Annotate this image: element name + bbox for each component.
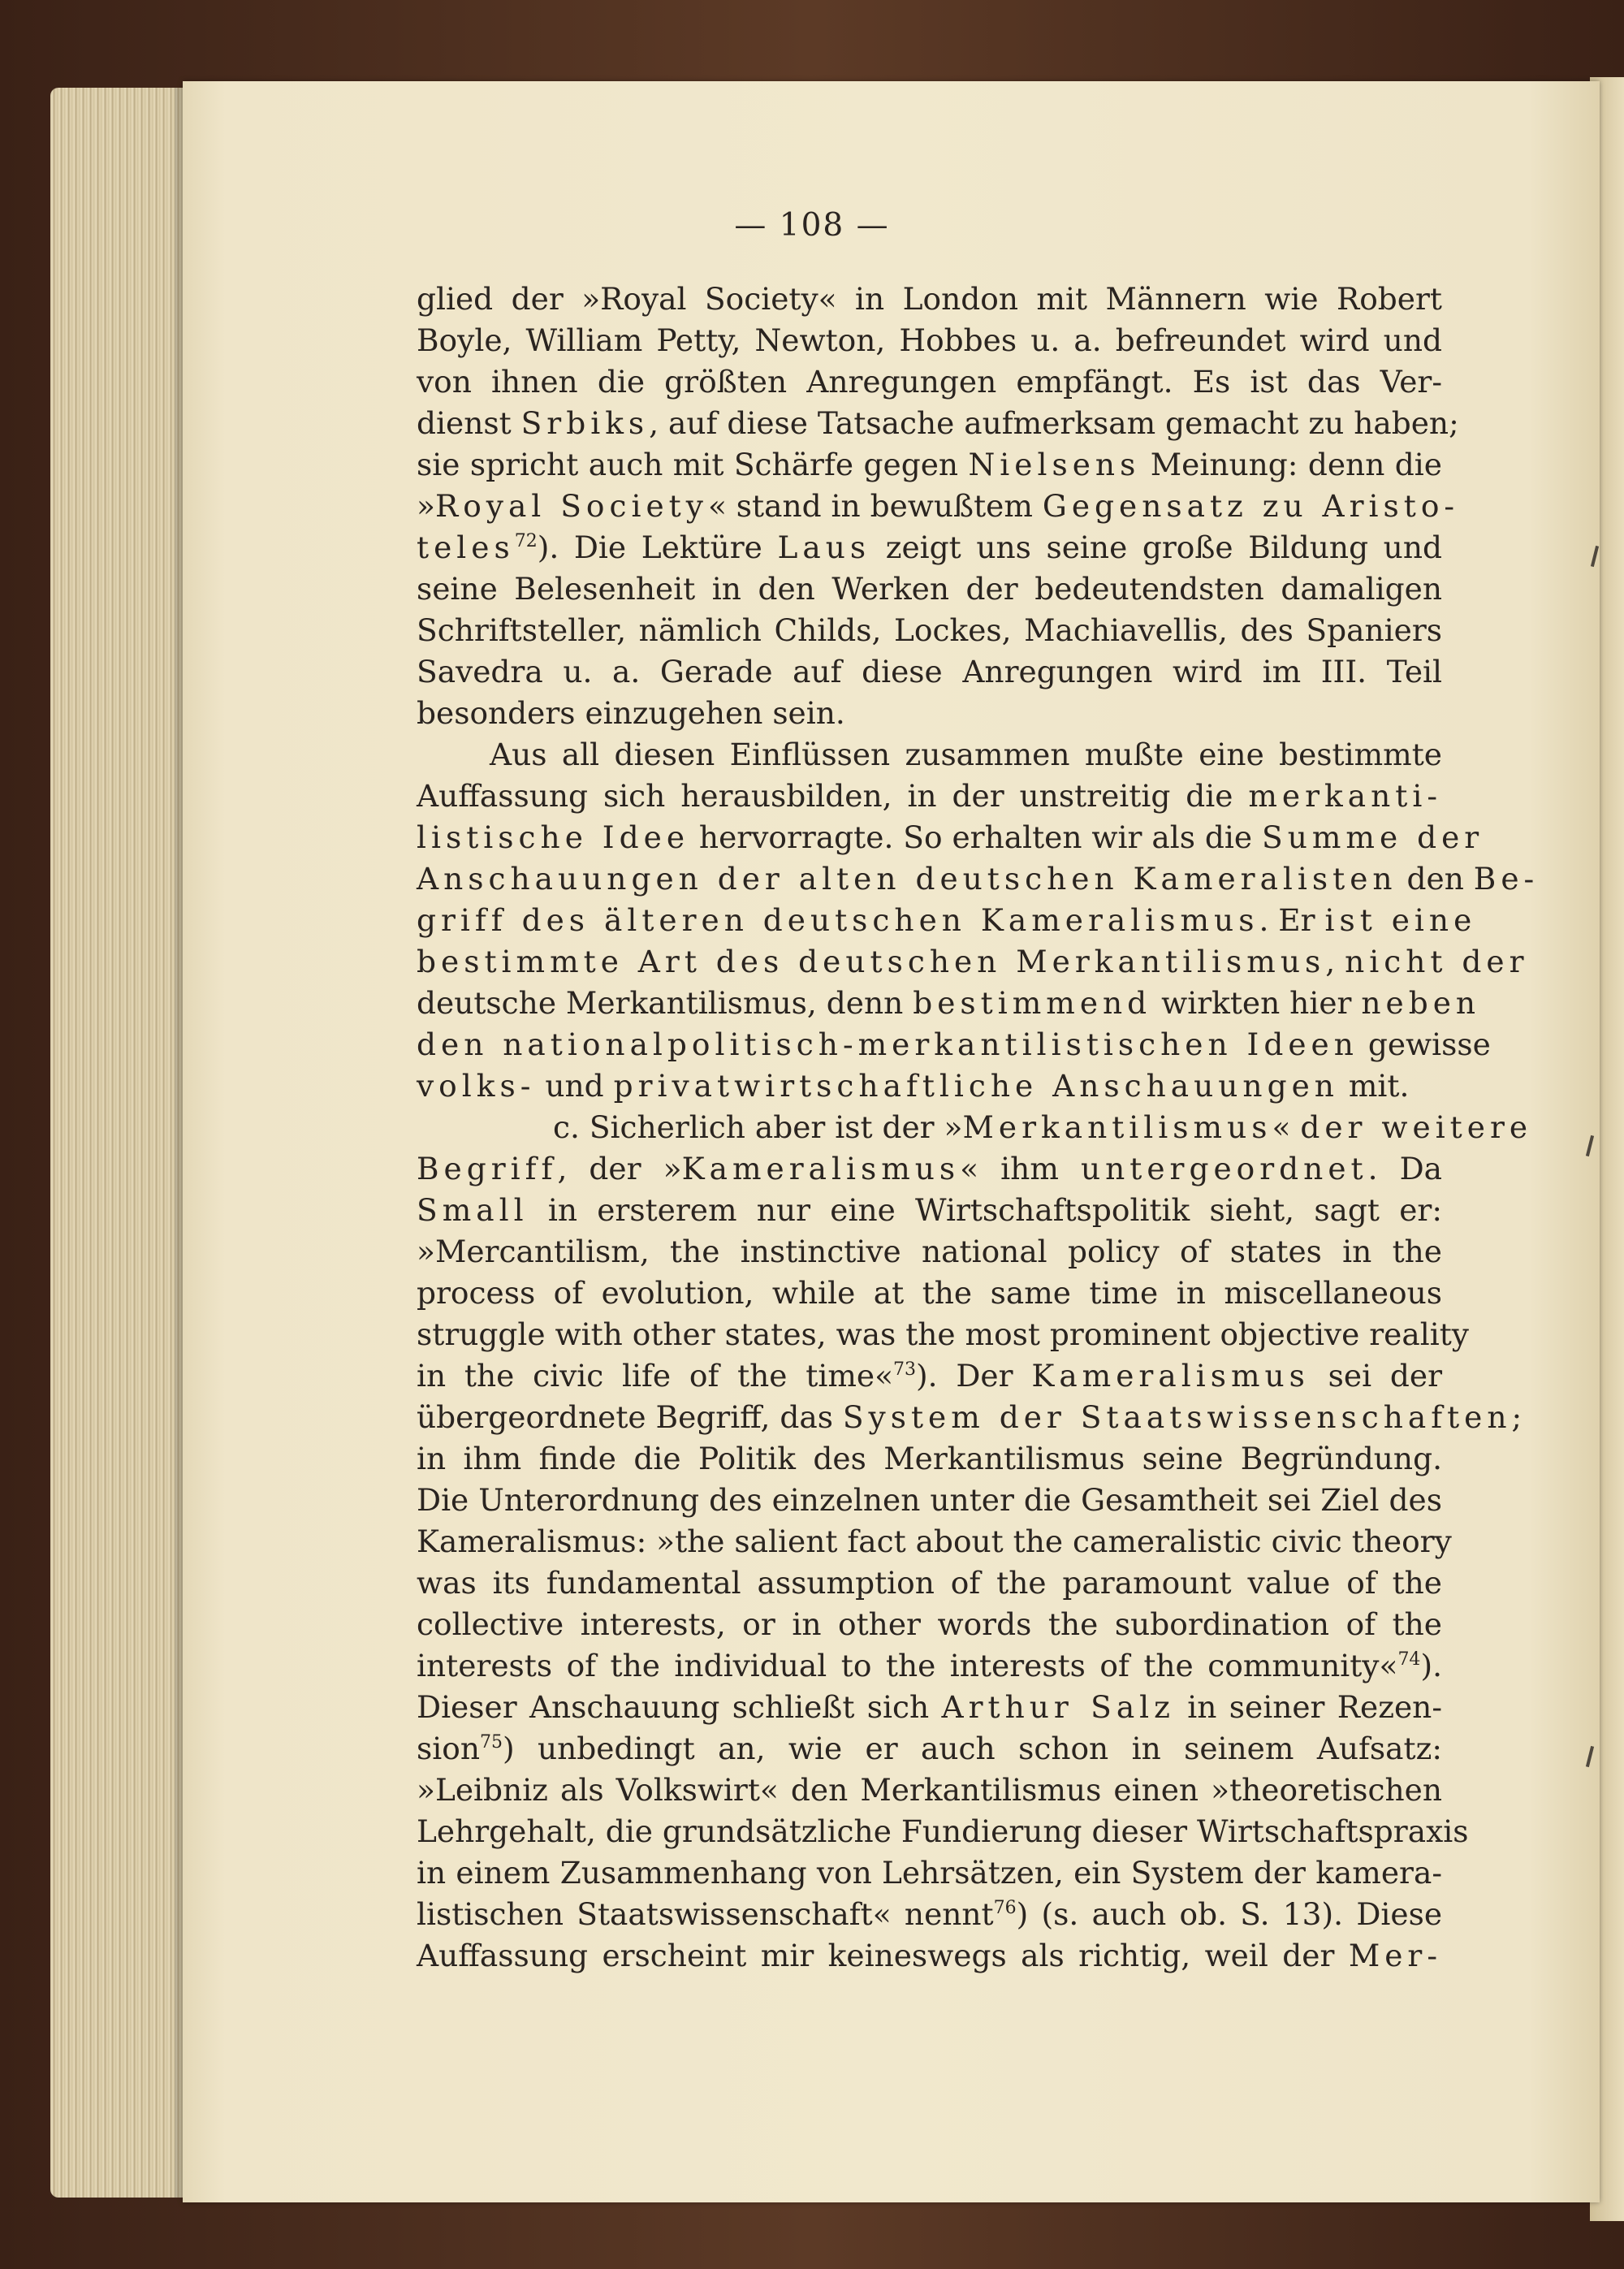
text-line: Auffassung sich herausbilden, in der unstreitig die merkanti- <box>417 778 1442 814</box>
text-line: listischen Staatswissenschaft« nennt$^{76}$) (s. auch ob. S. 13). Diese <box>417 1896 1443 1932</box>
text-line: sie spricht auch mit Schärfe gegen Nielsens Meinung: denn die <box>417 447 1442 482</box>
footnote-ref: 73 <box>893 1359 917 1380</box>
text-line: griff des älteren deutschen Kameralismus. Er ist eine <box>417 902 1477 938</box>
text-line: volks- und privatwirtschaftliche Anschauungen mit. <box>417 1068 1410 1104</box>
text-line: listische Idee hervorragte. So erhalten wir als die Summe der <box>417 819 1484 855</box>
text-line: »Leibniz als Volkswirt« den Merkantilismus einen »theoretischen <box>417 1772 1442 1808</box>
text-line: »Mercantilism, the instinctive national policy of states in the <box>417 1234 1442 1269</box>
text-line: Savedra u. a. Gerade auf diese Anregungen wird im III. Teil <box>417 654 1442 689</box>
text-line: von ihnen die größten Anregungen empfängt. Es ist das Ver- <box>417 364 1442 400</box>
text-line: dienst Srbiks, auf diese Tatsache aufmerksam gemacht zu haben; <box>417 405 1459 441</box>
text-line: glied der »Royal Society« in London mit Männern wie Robert <box>417 281 1442 317</box>
text-line: in einem Zusammenhang von Lehrsätzen, ein System der kamera- <box>417 1855 1442 1891</box>
text-line: process of evolution, while at the same time in miscellaneous <box>417 1275 1442 1311</box>
text-line: Small in ersterem nur eine Wirtschaftspolitik sieht, sagt er: <box>417 1192 1442 1228</box>
text-line: übergeordnete Begriff, das System der Staatswissenschaften; <box>417 1399 1522 1435</box>
text-line: Schriftsteller, nämlich Childs, Lockes, Machiavellis, des Spaniers <box>417 612 1442 648</box>
footnote-ref: 74 <box>1397 1649 1421 1670</box>
text-line: Aus all diesen Einflüssen zusammen mußte eine bestimmte <box>490 737 1442 772</box>
footnote-ref: 76 <box>993 1898 1017 1918</box>
text-line: sion$^{75}$) unbedingt an, wie er auch schon in seinem Aufsatz: <box>417 1731 1442 1766</box>
text-line: Die Unterordnung des einzelnen unter die Gesamtheit sei Ziel des <box>417 1482 1442 1518</box>
text-line: bestimmte Art des deutschen Merkantilismus, nicht der <box>417 944 1529 979</box>
text-line: »Royal Society« stand in bewußtem Gegensatz zu Aristo- <box>417 488 1460 524</box>
text-line: in ihm finde die Politik des Merkantilismus seine Begründung. <box>417 1441 1442 1476</box>
page-number: — 108 — <box>734 207 890 244</box>
text-line: Dieser Anschauung schließt sich Arthur Salz in seiner Rezen- <box>417 1689 1443 1725</box>
text-line: Lehrgehalt, die grundsätzliche Fundierung dieser Wirtschaftspraxis <box>417 1813 1469 1849</box>
text-line: in the civic life of the time«$^{73}$). Der Kameralismus sei der <box>417 1358 1442 1394</box>
text-line: Anschauungen der alten deutschen Kameralisten den Be- <box>417 861 1540 897</box>
page-edges <box>50 88 188 2198</box>
text-line: teles$^{72}$). Die Lektüre Laus zeigt uns seine große Bildung und <box>417 529 1442 565</box>
text-line: c. Sicherlich aber ist der »Merkantilismus« der weitere <box>553 1109 1533 1145</box>
text-line: Begriff, der »Kameralismus« ihm untergeordnet. Da <box>417 1151 1443 1186</box>
text-line: deutsche Merkantilismus, denn bestimmend wirkten hier neben <box>417 985 1481 1021</box>
text-line: collective interests, or in other words the subordination of the <box>417 1606 1442 1642</box>
text-line: Kameralismus: »the salient fact about the cameralistic civic theory <box>417 1523 1452 1559</box>
text-line: besonders einzugehen sein. <box>417 695 845 731</box>
footnote-ref: 72 <box>514 531 538 551</box>
text-line: Boyle, William Petty, Newton, Hobbes u. a. befreundet wird und <box>417 322 1442 358</box>
text-line: seine Belesenheit in den Werken der bedeutendsten damaligen <box>417 571 1442 607</box>
text-line: interests of the individual to the interests of the community«$^{74}$). <box>417 1648 1442 1683</box>
text-line: den nationalpolitisch-merkantilistischen Ideen gewisse <box>417 1026 1491 1062</box>
footnote-ref: 75 <box>479 1732 503 1753</box>
text-line: was its fundamental assumption of the paramount value of the <box>417 1565 1442 1601</box>
text-line: Auffassung erscheint mir keineswegs als richtig, weil der Mer- <box>417 1938 1442 1973</box>
text-line: struggle with other states, was the most prominent objective reality <box>417 1316 1469 1352</box>
